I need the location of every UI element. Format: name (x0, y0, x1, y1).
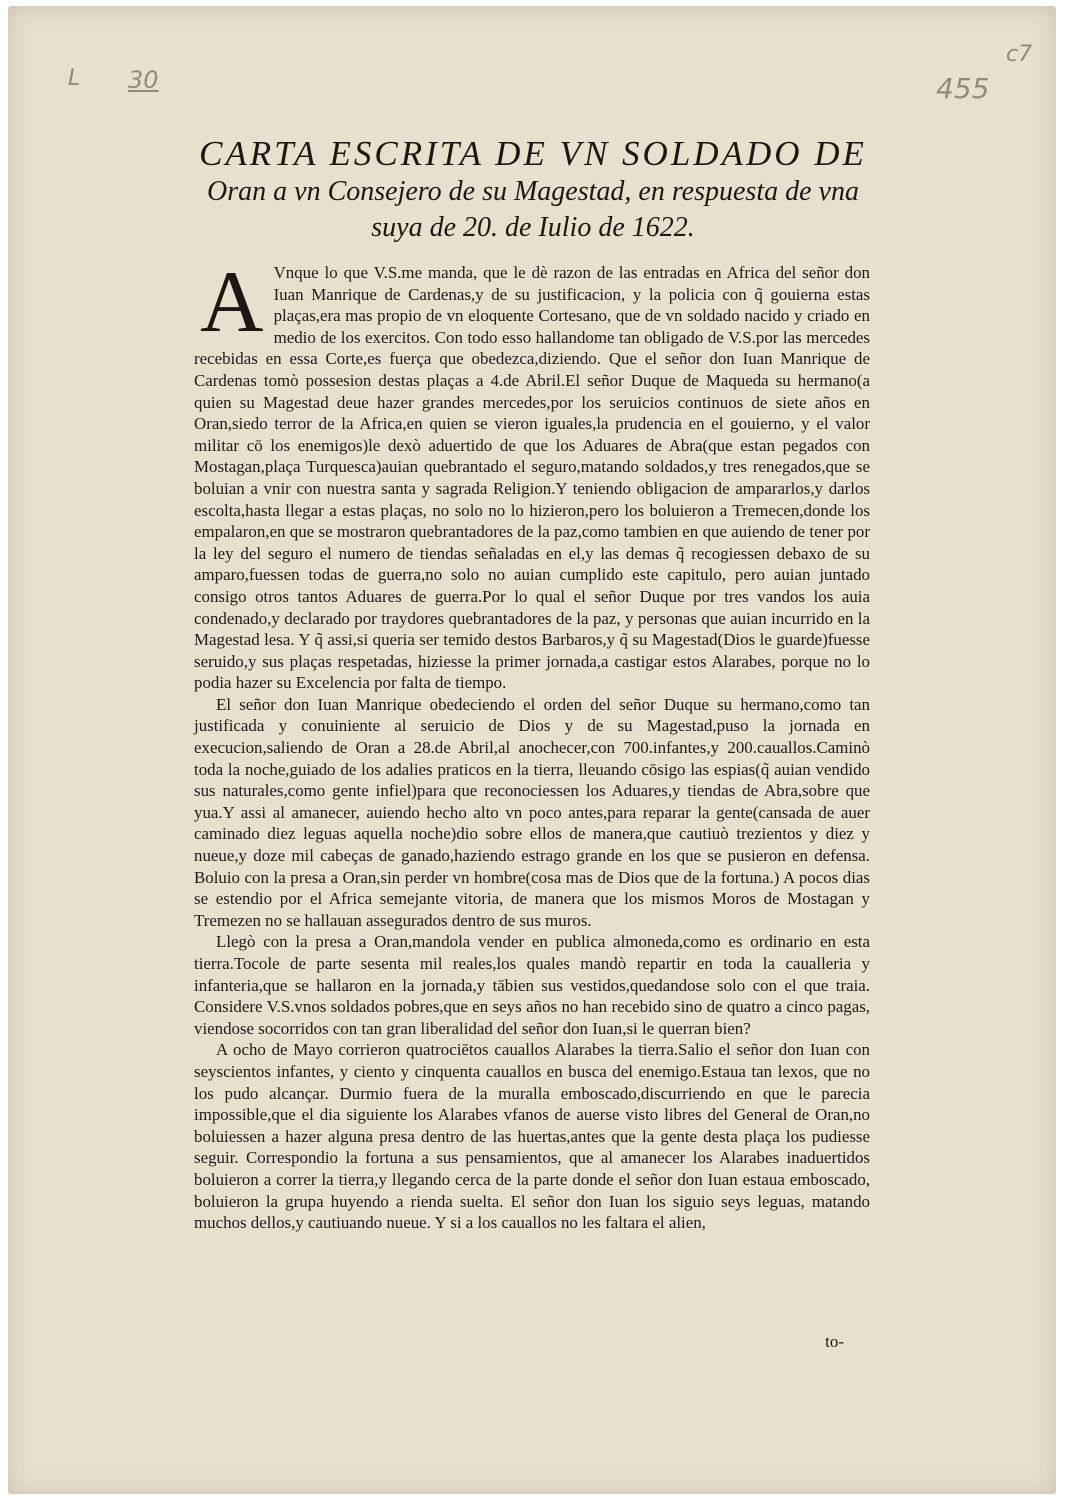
paragraph: Llegò con la presa a Oran,mandola vender en publica almoneda,como es ordinario en esta tierra.Tocole de parte sesenta mil reales,los quales mandò repartir en toda la caualleria y infanteria,que se hallaron en la jornada,y tābien sus vestidos,quedandose solo con el que traia. Considere V.S.vnos soldados pobres,que en seys años no han recebido sino de quatro a cinco pagas, viendose socorridos con tan gran liberalidad del señor don Iuan,si le querran bien? (194, 932, 870, 1038)
catchword: to- (825, 1332, 844, 1351)
paragraph: A ocho de Mayo corrieron quatrociētos cauallos Alarabes la tierra.Salio el señor don Iuan con seyscientos infantes, y ciento y cinquenta cauallos en busca del enemigo.Estaua tan lexos, que no los pudo alcançar. Durmio fuera de la muralla emboscado,discurriendo en que le parecia impossible,que el dia siguiente los Alarabes vfanos de auerse visto libres del General de Oran,no boluiessen a hazer alguna presa dentro de las huertas,antes que la gente desta plaça los pudiesse seguir. Correspondio la fortuna a sus pensamientos, que al amanecer los Alarabes inaduertidos boluieron a correr la tierra,y llegando cerca de la parte donde el señor don Iuan estaua emboscado, boluieron la grupa huyendo a rienda suelta. El señor don Iuan los siguio seys leguas, matando muchos dellos,y cautiuando nueue. Y si a los cauallos no les faltara el alien, (194, 1040, 870, 1233)
folio-number: 455 (936, 72, 990, 105)
document-page (8, 6, 1056, 1494)
letter-body (194, 254, 870, 1234)
title-line-1: CARTA ESCRITA DE VN SOLDADO DE (199, 134, 867, 173)
title-line-3: suya de 20. de Iulio de 1622. (371, 212, 695, 243)
margin-note: c7 (1006, 42, 1033, 67)
paragraph-text: Vnque lo que V.S.me manda, que le dè razon de las entradas en Africa del señor don Iuan Manrique de Cardenas,y de su justificacion, y la policia con q̃ gouierna estas plaças,era mas propio de vn eloquente Cortesano, que de vn soldado nacido y criado en medio de los exercitos. Con todo esso hallandome tan obligado de V.S.por las mercedes recebidas en essa Corte,es fuerça que obedezca,diziendo. Que el señor don Iuan Manrique de Cardenas tomò possesion destas plaças a 4.de Abril.El señor Duque de Maqueda su hermano(a quien su Magestad deue hazer grandes mercedes,por los seruicios continuos de siete años en Oran,siedo terror de la Africa,en quien se vieron iguales,la prudencia en el gouierno, y el valor militar cō los enemigos)le dexò aduertido de que los Aduares de Abra(que estan pegados con Mostagan,plaça Turquesca)auian quebrantado el seguro,matando soldados,y tres renegados,que se boluian a vnir con nuestra santa y sagrada Religion.Y teniendo obligacion de ampararlos,y darlos escolta,hasta llegar a estas plaças, no solo no lo hizieron,pero los boluieron a Tremecen,donde los empalaron,en que se mostraron quebrantadores de la paz,como tambien en que auiendo de tener por la ley del seguro el numero de tiendas señaladas en el,y las demas q̃ recogiessen debaxo de su amparo,fuessen todas de guerra,no solo no auian cumplido este capitulo, pero auian juntado consigo otros tantos Aduares de guerra.Por lo qual el señor Duque por tres vandos los auia condenado,y declarado por traydores quebrantadores de la paz, y personas que auian incurrido en la Magestad lesa. Y q̃ assi,si queria ser temido destos Barbaros,y q̃ su Magestad(Dios le guarde)fuesse seruido,y sus plaças respetadas, hiziesse la primer jornada,a castigar estos Alarabes, porque no lo podia hazer su Excelencia por falta de tiempo. (194, 263, 870, 693)
drop-cap: A (200, 254, 264, 351)
paragraph: El señor don Iuan Manrique obedeciendo el orden del señor Duque su hermano,como tan justificada y conuiniente al seruicio de Dios y de su Magestad,puso la jornada en execucion,saliendo de Oran a 28.de Abril,al anochecer,con 700.infantes,y 200.cauallos.Caminò toda la noche,guiado de los adalies praticos en la tierra, lleuando cōsigo las espias(q̃ auian vendido sus naturales,como gente infiel)para que reconociessen los Aduares,y tiendas de Abra,sobre que yua.Y assi al amanecer, auiendo hecho alto vn poco antes,para reparar la gente(cansada de auer caminado diez leguas aquella noche)dio sobre ellos de manera,que cautiuò trezientos y diez y nueue,y doze mil cabeças de ganado,haziendo estrago grande en los que se pusieron en defensa. Boluio con la presa a Oran,sin perder vn hombre(cosa mas de Dios que de la fortuna.) A pocos dias se estendio por el Africa semejante vitoria, de manera que los mismos Moros de Mostagan y Tremezen no se hallauan assegurados dentro de sus muros. (194, 694, 870, 930)
title-line-2: Oran a vn Consejero de su Magestad, en respuesta de vna (207, 176, 859, 207)
document-title (168, 134, 898, 246)
margin-note: 30 (128, 66, 159, 94)
paragraph (194, 254, 870, 694)
margin-note: L (68, 66, 81, 91)
